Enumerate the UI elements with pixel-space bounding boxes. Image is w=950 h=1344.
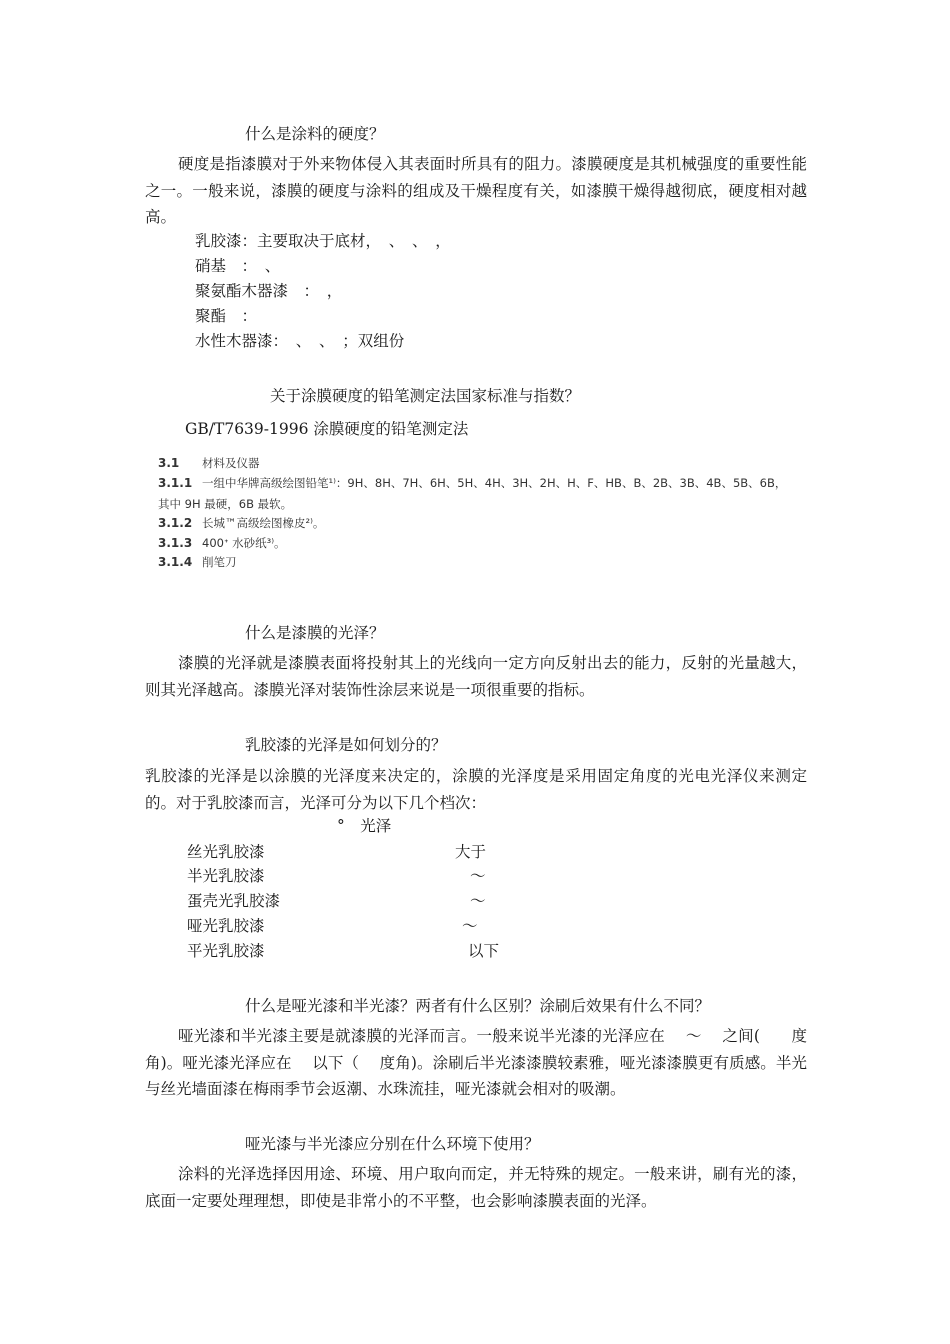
paragraph-matte-vs-semi: 哑光漆和半光漆主要是就漆膜的光泽而言。一般来说半光漆的光泽应在 ～ 之间( 度角)。哑光漆光泽应在 以下（ 度角)。涂刷后半光漆漆膜较素雅，哑光漆漆膜更有质感。半光与丝光墙面漆在梅雨季节会返潮、水珠流挂，哑光漆就会相对的吸潮。 xyxy=(145,1027,807,1098)
figure-row-number: 3.1.1 xyxy=(158,476,193,490)
gloss-row-value: ～ xyxy=(470,867,486,885)
figure-row-text: 削笔刀 xyxy=(202,555,237,569)
paragraph-gloss: 漆膜的光泽就是漆膜表面将投射其上的光线向一定方向反射出去的能力，反射的光量越大，则其光泽越高。漆膜光泽对装饰性涂层来说是一项很重要的指标。 xyxy=(145,654,807,699)
hardness-item-pu: 聚氨酯木器漆 ： ， xyxy=(195,282,343,300)
heading-hardness: 什么是涂料的硬度？ xyxy=(245,125,385,143)
figure-row-text: 材料及仪器 xyxy=(202,456,260,470)
figure-row-number: 3.1.2 xyxy=(158,516,193,530)
paragraph-latex-gloss: 乳胶漆的光泽是以涂膜的光泽度来决定的，涂膜的光泽度是采用固定角度的光电光泽仪来测定的。对于乳胶漆而言，光泽可分为以下几个档次： xyxy=(145,767,807,812)
figure-row-text: 其中 9H 最硬，6B 最软。 xyxy=(158,497,293,511)
gloss-row-value: 以下 xyxy=(468,942,500,960)
figure-row xyxy=(158,456,260,470)
gloss-row-name: 蛋壳光乳胶漆 xyxy=(187,892,281,910)
gloss-row-name: 半光乳胶漆 xyxy=(187,867,265,885)
figure-row-number: 3.1 xyxy=(158,456,180,470)
gloss-row-name: 丝光乳胶漆 xyxy=(187,843,265,861)
hardness-item-waterborne: 水性木器漆： 、 、 ；双组份 xyxy=(195,332,405,350)
figure-row-number: 3.1.4 xyxy=(158,555,193,569)
paragraph-hardness: 硬度是指漆膜对于外来物体侵入其表面时所具有的阻力。漆膜硬度是其机械强度的重要性能之一。一般来说，漆膜的硬度与涂料的组成及干燥程度有关，如漆膜干燥得越彻底，硬度相对越高。 xyxy=(145,155,807,226)
figure-row-text: 长城™高级绘图橡皮²⁾。 xyxy=(202,516,325,530)
heading-latex-gloss: 乳胶漆的光泽是如何划分的？ xyxy=(245,736,447,754)
paragraph-usage: 涂料的光泽选择因用途、环境、用户取向而定，并无特殊的规定。一般来讲，刷有光的漆，底面一定要处理理想，即使是非常小的不平整，也会影响漆膜表面的光泽。 xyxy=(145,1165,807,1210)
figure-row xyxy=(158,536,286,550)
gloss-row-value: 大于 xyxy=(455,843,487,861)
hardness-item-nitro: 硝基 ： 、 xyxy=(195,257,281,275)
hardness-item-polyester: 聚酯 ： xyxy=(195,307,258,325)
figure-row xyxy=(158,476,786,490)
heading-gloss: 什么是漆膜的光泽？ xyxy=(245,624,385,642)
gloss-row-value: ～ xyxy=(470,892,486,910)
gloss-row-value: ～ xyxy=(462,917,478,935)
standard-title: GB/T7639-1996 涂膜硬度的铅笔测定法 xyxy=(185,420,469,438)
figure-row xyxy=(158,516,324,530)
heading-matte-vs-semi: 什么是哑光漆和半光漆？两者有什么区别？涂刷后效果有什么不同？ xyxy=(245,997,711,1015)
figure-row xyxy=(158,497,292,511)
figure-row xyxy=(158,555,237,569)
heading-pencil-test: 关于涂膜硬度的铅笔测定法国家标准与指数？ xyxy=(270,387,581,405)
hardness-item-latex: 乳胶漆：主要取决于底材， 、 、 ， xyxy=(195,232,451,250)
gloss-table-header: ° 光泽 xyxy=(337,817,392,835)
scanned-standard-figure xyxy=(150,452,787,577)
heading-usage: 哑光漆与半光漆应分别在什么环境下使用？ xyxy=(245,1135,540,1153)
figure-row-number: 3.1.3 xyxy=(158,536,193,550)
figure-row-text: 400ᐩ 水砂纸³⁾。 xyxy=(202,536,286,550)
gloss-row-name: 哑光乳胶漆 xyxy=(187,917,265,935)
figure-row-text: 一组中华牌高级绘图铅笔¹⁾：9H、8H、7H、6H、5H、4H、3H、2H、H、F、HB、B、2B、3B、4B、5B、6B， xyxy=(202,476,787,490)
gloss-row-name: 平光乳胶漆 xyxy=(187,942,265,960)
